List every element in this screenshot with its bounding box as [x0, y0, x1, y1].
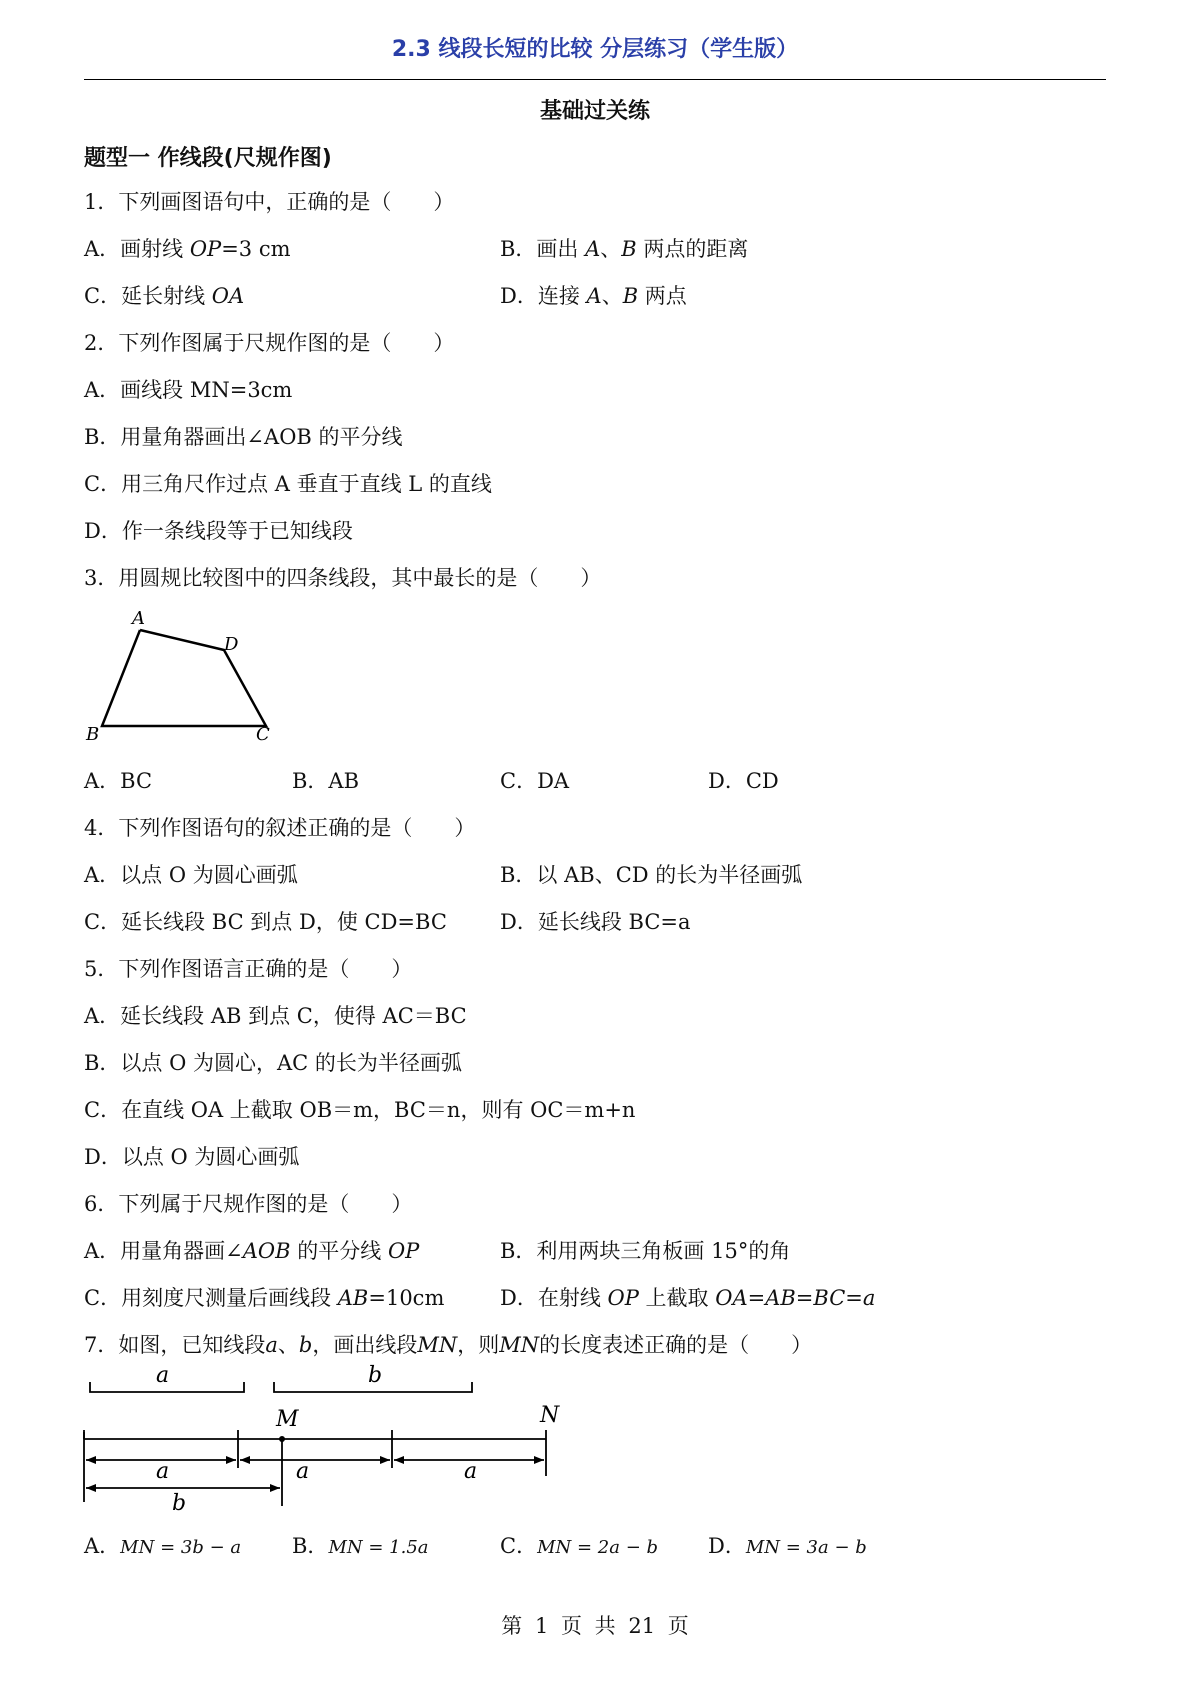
- fig-label-a-top: a: [156, 1364, 170, 1388]
- segment-figure: [80, 1364, 580, 1514]
- page-title: 2.3 线段长短的比较 分层练习（学生版）: [391, 37, 799, 62]
- q6-option-a: A．用量角器画∠AOB 的平分线 OP: [84, 1239, 420, 1263]
- q4-stem: 4．下列作图语句的叙述正确的是（ ）: [84, 816, 476, 840]
- q3-option-b: B．AB: [292, 769, 360, 793]
- q1-option-b: B．画出 A、B 两点的距离: [500, 237, 749, 261]
- q7-option-b: B．MN = 1.5a: [292, 1534, 429, 1558]
- q2-option-c: C．用三角尺作过点 A 垂直于直线 L 的直线: [84, 472, 492, 496]
- q6-stem: 6．下列属于尺规作图的是（ ）: [84, 1192, 413, 1216]
- fig-label-n: N: [540, 1403, 560, 1428]
- quadrilateral-figure: [84, 604, 284, 746]
- q5-stem: 5．下列作图语言正确的是（ ）: [84, 957, 413, 981]
- q1-option-d: D．连接 A、B 两点: [500, 284, 687, 308]
- q4-option-a: A．以点 O 为圆心画弧: [84, 863, 298, 887]
- q7-option-a: A．MN = 3b − a: [84, 1534, 242, 1558]
- q1-option-a: A．画射线 OP=3 cm: [84, 237, 291, 261]
- page-footer: 第 1 页 共 21 页: [501, 1614, 689, 1638]
- q4-option-b: B．以 AB、CD 的长为半径画弧: [500, 863, 803, 887]
- q7-option-d: D．MN = 3a − b: [708, 1534, 867, 1558]
- q3-option-d: D．CD: [708, 769, 779, 793]
- q2-option-a: A．画线段 MN=3cm: [84, 378, 293, 402]
- fig-label-a-3: a: [464, 1459, 478, 1484]
- q5-option-d: D．以点 O 为圆心画弧: [84, 1145, 300, 1169]
- section-heading: 基础过关练: [539, 99, 650, 124]
- q5-option-a: A．延长线段 AB 到点 C，使得 AC＝BC: [84, 1004, 467, 1028]
- fig-label-b-bottom: b: [172, 1491, 187, 1514]
- q2-option-b: B．用量角器画出∠AOB 的平分线: [84, 425, 403, 449]
- q5-option-c: C．在直线 OA 上截取 OB＝m，BC＝n，则有 OC＝m+n: [84, 1098, 636, 1122]
- fig-label-a-2: a: [296, 1459, 310, 1484]
- q4-option-c: C．延长线段 BC 到点 D，使 CD=BC: [84, 910, 447, 934]
- fig-label-m: M: [276, 1407, 299, 1432]
- q7-option-c: C．MN = 2a − b: [500, 1534, 659, 1558]
- fig-label-a: A: [132, 608, 145, 629]
- q6-option-d: D．在射线 OP 上截取 OA=AB=BC=a: [500, 1286, 876, 1310]
- q3-option-c: C．DA: [500, 769, 570, 793]
- header-rule: [84, 79, 1106, 80]
- fig-label-c: C: [256, 724, 270, 745]
- q3-stem: 3．用圆规比较图中的四条线段，其中最长的是（ ）: [84, 566, 602, 590]
- fig-label-a-1: a: [156, 1459, 170, 1484]
- q1-stem: 1．下列画图语句中，正确的是（ ）: [84, 190, 455, 214]
- type-heading: 题型一 作线段(尺规作图): [84, 146, 332, 171]
- q5-option-b: B．以点 O 为圆心，AC 的长为半径画弧: [84, 1051, 462, 1075]
- fig-label-d: D: [224, 634, 239, 655]
- q6-option-b: B．利用两块三角板画 15°的角: [500, 1239, 791, 1263]
- q7-stem: 7．如图，已知线段a、b，画出线段MN，则MN的长度表述正确的是（ ）: [84, 1333, 813, 1357]
- q1-option-c: C．延长射线 OA: [84, 284, 245, 308]
- q4-option-d: D．延长线段 BC=a: [500, 910, 691, 934]
- fig-label-b-top: b: [368, 1364, 383, 1388]
- fig-label-b: B: [86, 724, 100, 745]
- q2-option-d: D．作一条线段等于已知线段: [84, 519, 353, 543]
- q3-option-a: A．BC: [84, 769, 153, 793]
- q6-option-c: C．用刻度尺测量后画线段 AB=10cm: [84, 1286, 445, 1310]
- q2-stem: 2．下列作图属于尺规作图的是（ ）: [84, 331, 455, 355]
